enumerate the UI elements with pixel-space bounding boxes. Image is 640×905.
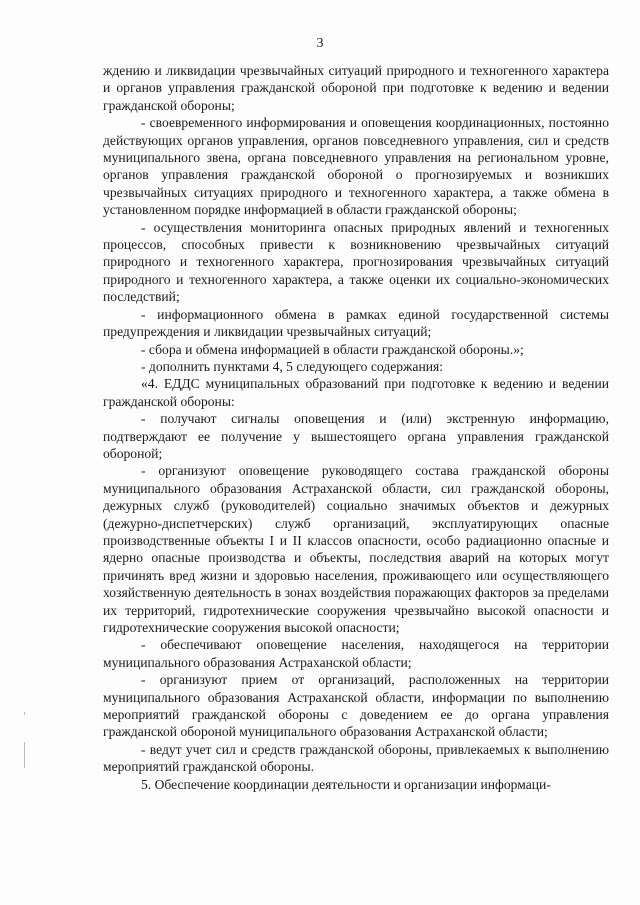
paragraph-receive-info: - организуют прием от организаций, расположенных на территории муниципального образования Астраханской области, информации по выполнению мероприятий гражданской обороны с доведением ее до органа управления гражданской обороной муниципального образования Астраханской области; (103, 672, 609, 740)
paragraph-receive-signals: - получают сигналы оповещения и (или) экстренную информацию, подтверждают ее получение у вышестоящего органа управления гражданской обороной; (103, 411, 609, 461)
document-body (103, 62, 609, 793)
paragraph-continuation: ждению и ликвидации чрезвычайных ситуаций природного и техногенного характера и органов управления гражданской обороной при подготовке к ведению и ведении гражданской обороны; (103, 63, 609, 113)
scan-margin-mark (24, 742, 25, 768)
paragraph-accounting: - ведут учет сил и средств гражданской обороны, привлекаемых к выполнению мероприятий гражданской обороны. (103, 741, 609, 775)
paragraph-collection: - сбора и обмена информацией в области гражданской обороны.»; (141, 341, 524, 357)
paragraph-organize-alerts: - организуют оповещение руководящего состава гражданской обороны муниципального образования Астраханской области, сил гражданской обороны, дежурных служб (руководителей) социально значимых объектов и дежурных (дежурно-диспетчерских) служб организаций, эксплуатирующих опасные производственные объекты I и II классов опасности, особо радиационно опасные и ядерно опасные производства и объекты, последствия аварий на которых могут причинять вред жизни и здоровью населения, проживающего или осуществляющего хозяйственную деятельность в зонах воздействия поражающих факторов за пределами их территорий, гидротехнические сооружения чрезвычайно высокой опасности и гидротехнические сооружения высокой опасности; (103, 463, 609, 635)
page-number: 3 (316, 36, 324, 51)
paragraph-informing: - своевременного информирования и оповещения координационных, постоянно действующих органов управления, органов повседневного управления, сил и средств муниципального звена, органа повседневного управления на региональном уровне, органов управления гражданской обороной о прогнозируемых и возникших чрезвычайных ситуациях природного и техногенного характера, а также обмена в установленном порядке информацией в области гражданской обороны; (103, 115, 609, 218)
paragraph-clause-4: «4. ЕДДС муниципальных образований при подготовке к ведению и ведении гражданской обороны: (103, 376, 609, 409)
scan-margin-mark (24, 712, 25, 715)
paragraph-population-alert: - обеспечивают оповещение населения, находящегося на территории муниципального образования Астраханской области; (103, 637, 609, 670)
paragraph-amendment: - дополнить пунктами 4, 5 следующего содержания: (141, 358, 444, 374)
paragraph-monitoring: - осуществления мониторинга опасных природных явлений и техногенных процессов, способных привести к возникновению чрезвычайных ситуаций природного и техногенного характера, прогнозирования чрезвычайных ситуаций природного и техногенного характера, а также оценки их социально-экономических последствий; (103, 219, 609, 305)
paragraph-info-exchange: - информационного обмена в рамках единой государственной системы предупреждения и ликвидации чрезвычайных ситуаций; (103, 306, 609, 340)
paragraph-clause-5: 5. Обеспечение координации деятельности и организации информаци- (141, 776, 551, 792)
